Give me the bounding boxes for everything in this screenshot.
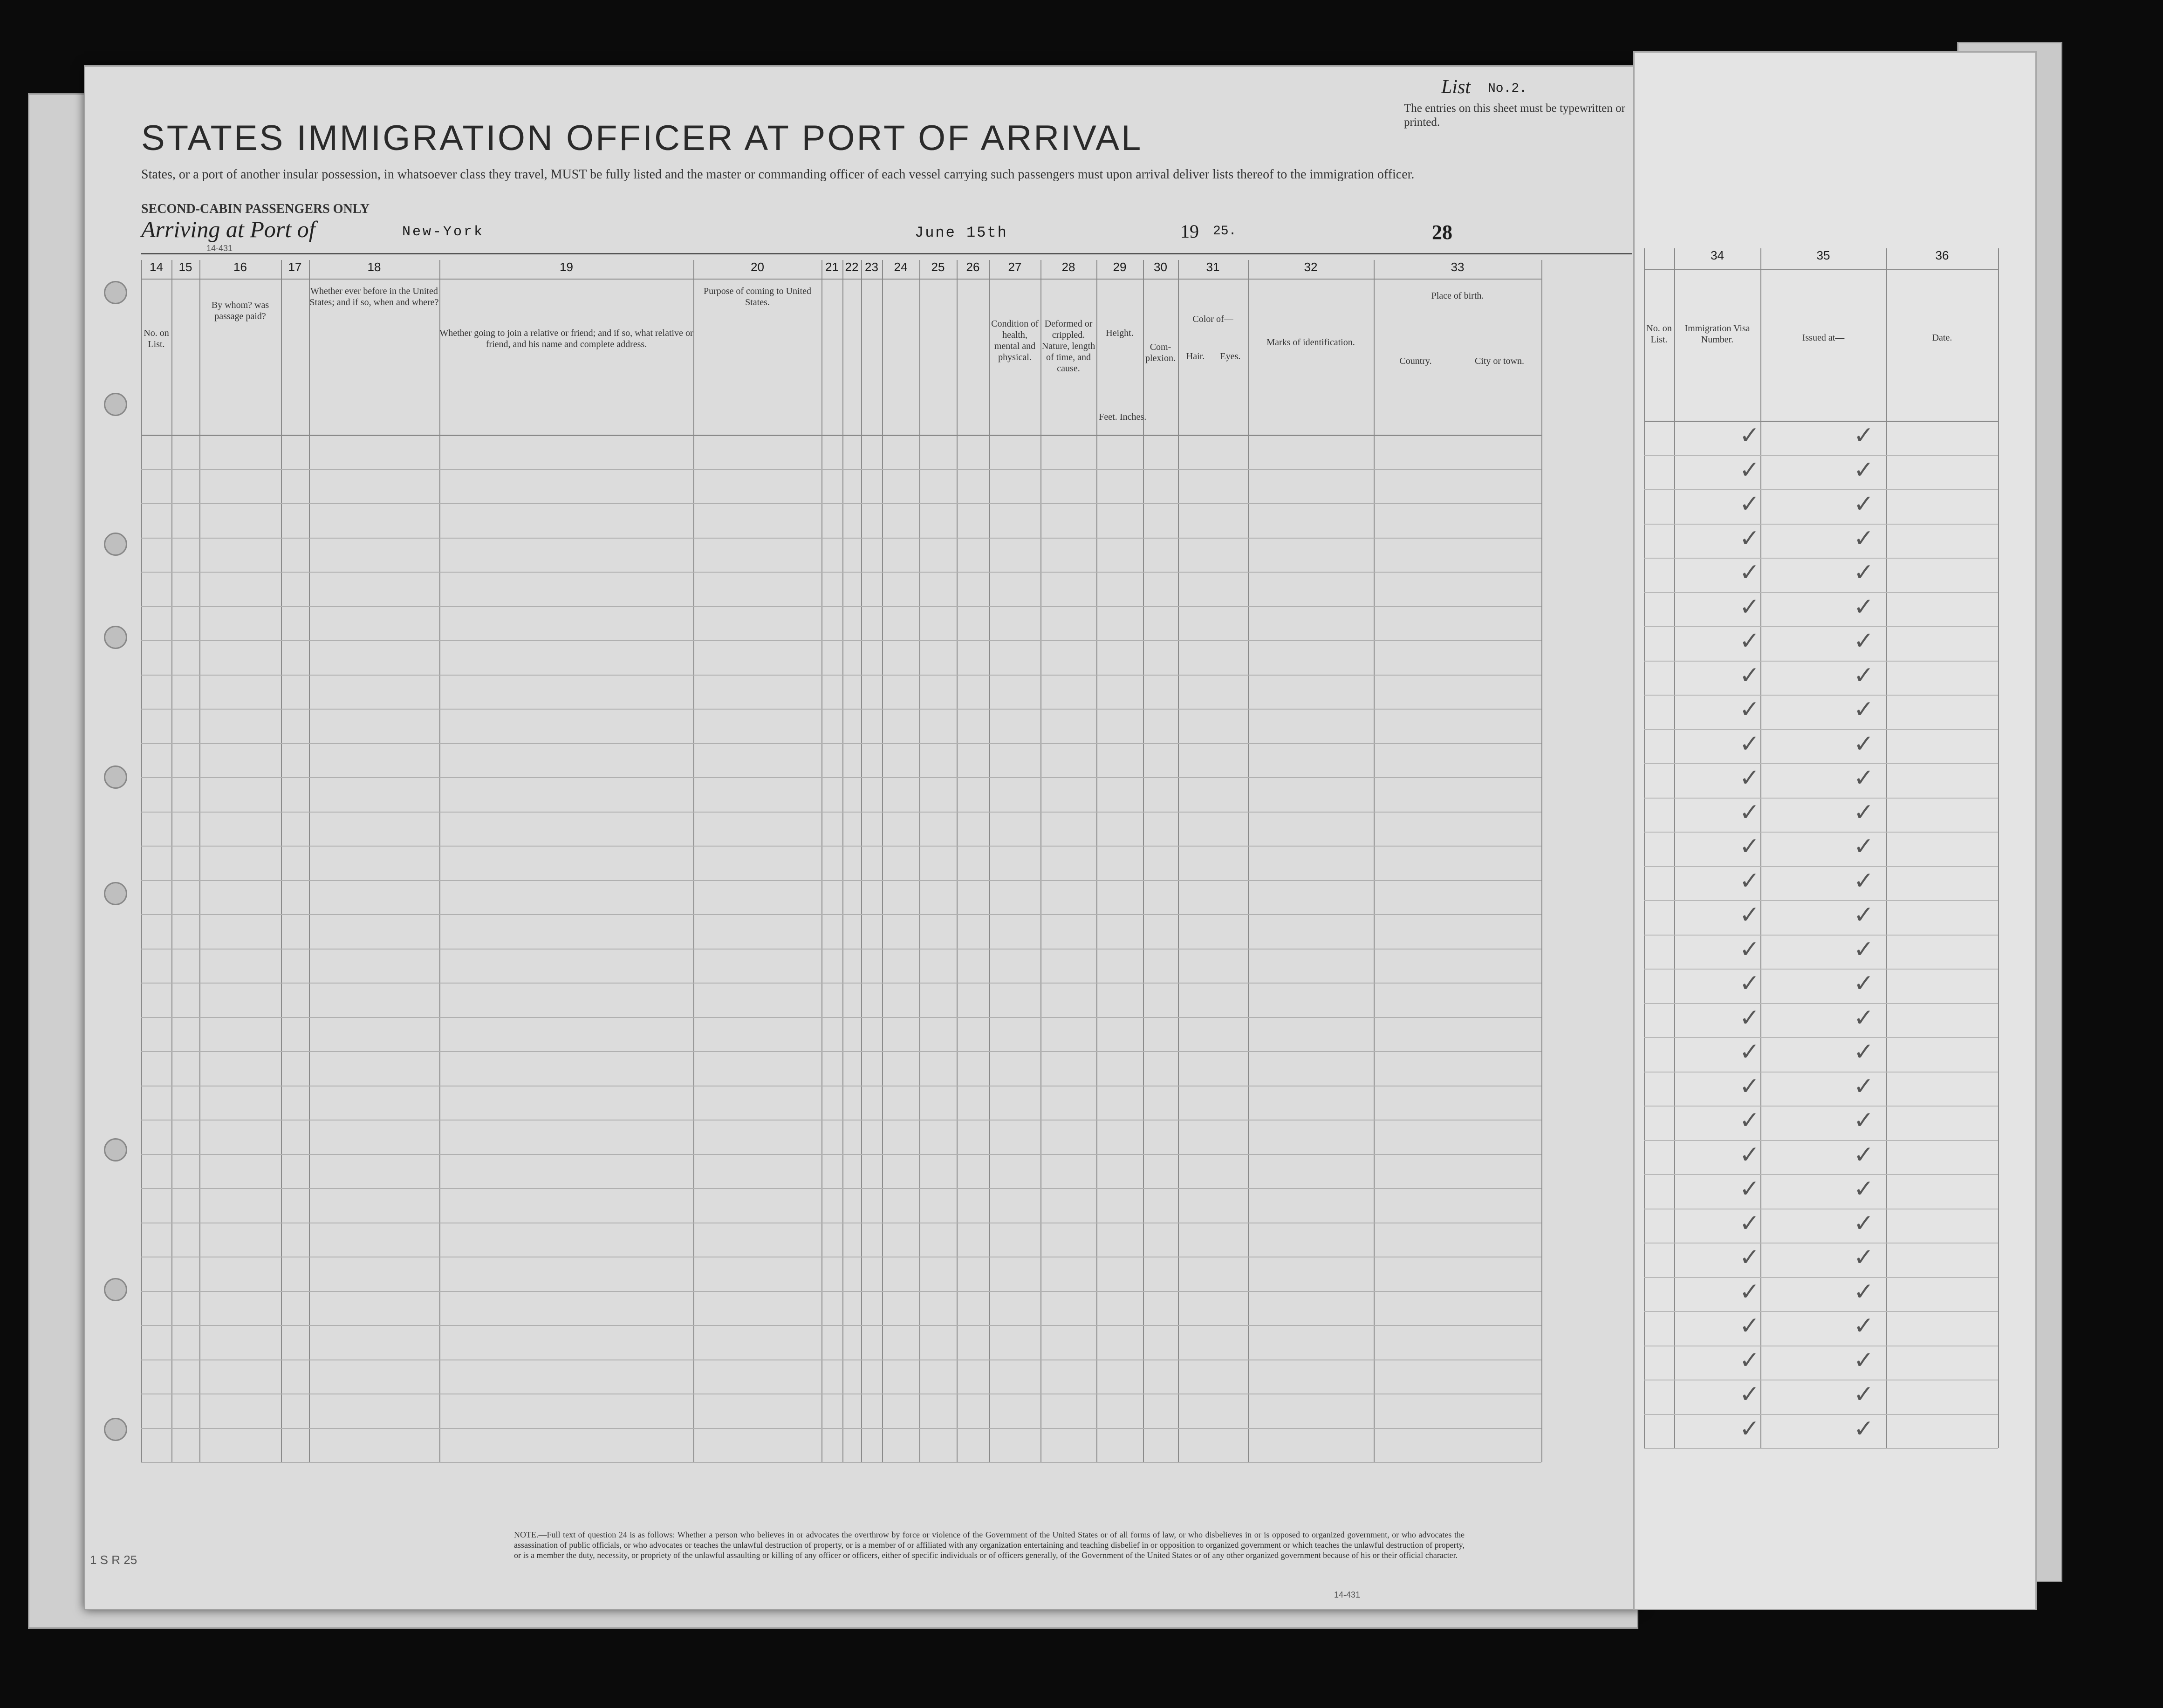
year-prefix: 19	[1180, 221, 1199, 242]
column-divider	[1143, 260, 1144, 1462]
row-divider	[1644, 626, 1998, 627]
check-mark: ✓	[1854, 593, 1874, 621]
row-divider	[1644, 489, 1998, 490]
binder-hole	[104, 393, 127, 416]
binder-hole	[104, 1138, 127, 1161]
column-number: 16	[233, 260, 247, 274]
column-header: Condition of health, mental and physical.	[991, 319, 1039, 362]
check-mark: ✓	[1739, 730, 1760, 758]
column-divider	[171, 260, 172, 1462]
check-mark: ✓	[1854, 661, 1874, 690]
check-mark: ✓	[1739, 627, 1760, 655]
check-mark: ✓	[1739, 935, 1760, 963]
column-header: Date.	[1932, 333, 1952, 343]
row-divider	[141, 949, 1541, 950]
column-number: 25	[931, 260, 945, 274]
row-divider	[141, 675, 1541, 676]
check-mark: ✓	[1854, 1414, 1874, 1443]
column-divider	[882, 260, 883, 1462]
column-header: No. on List.	[1646, 323, 1672, 345]
column-header: Issued at—	[1802, 333, 1845, 343]
binder-hole	[104, 626, 127, 649]
column-number: 29	[1113, 260, 1127, 274]
column-number: 35	[1816, 248, 1830, 262]
column-divider	[1040, 260, 1041, 1462]
check-mark: ✓	[1739, 1243, 1760, 1271]
row-divider	[1644, 1277, 1998, 1278]
column-number: 28	[1061, 260, 1075, 274]
row-divider	[1644, 900, 1998, 901]
column-header: Place of birth.	[1431, 291, 1484, 301]
row-divider	[1644, 935, 1998, 936]
row-divider	[141, 606, 1541, 607]
column-header: City or town.	[1474, 356, 1525, 366]
check-mark: ✓	[1739, 764, 1760, 792]
check-mark: ✓	[1854, 524, 1874, 553]
column-divider	[1096, 260, 1097, 1462]
column-header: No. on List.	[144, 328, 169, 349]
check-mark: ✓	[1854, 1175, 1874, 1203]
column-header: Hair.	[1186, 351, 1205, 362]
column-number: 14	[150, 260, 163, 274]
column-divider	[989, 260, 990, 1462]
check-mark: ✓	[1854, 1346, 1874, 1374]
row-divider	[141, 777, 1541, 778]
check-mark: ✓	[1854, 627, 1874, 655]
row-divider	[1644, 1140, 1998, 1141]
column-number: 32	[1304, 260, 1318, 274]
column-divider	[199, 260, 200, 1462]
row-divider	[1644, 1448, 1998, 1449]
column-number: 34	[1711, 248, 1724, 262]
check-mark: ✓	[1739, 593, 1760, 621]
row-divider	[1644, 558, 1998, 559]
column-number: 30	[1154, 260, 1167, 274]
header-rule	[141, 253, 1632, 254]
row-divider	[1644, 798, 1998, 799]
row-divider	[141, 1462, 1541, 1463]
check-mark: ✓	[1854, 1038, 1874, 1066]
check-mark: ✓	[1854, 559, 1874, 587]
check-mark: ✓	[1739, 1209, 1760, 1237]
column-number: 19	[560, 260, 573, 274]
header-divider	[141, 435, 1541, 436]
check-mark: ✓	[1739, 422, 1760, 450]
check-mark: ✓	[1854, 867, 1874, 895]
year-suffix: 25.	[1213, 224, 1237, 239]
check-mark: ✓	[1739, 1346, 1760, 1374]
column-divider	[141, 260, 142, 1462]
check-mark: ✓	[1739, 1107, 1760, 1134]
column-header: Color of—	[1192, 314, 1233, 324]
check-mark: ✓	[1739, 1004, 1760, 1032]
column-number: 31	[1206, 260, 1220, 274]
check-mark: ✓	[1739, 1278, 1760, 1306]
row-divider	[141, 812, 1541, 813]
check-mark: ✓	[1739, 524, 1760, 553]
row-divider	[1644, 1037, 1998, 1038]
check-mark: ✓	[1739, 490, 1760, 518]
row-divider	[1644, 1072, 1998, 1073]
check-mark: ✓	[1739, 1038, 1760, 1066]
typewritten-note: The entries on this sheet must be typewritten or printed.	[1404, 102, 1625, 129]
page-number: 28	[1432, 221, 1452, 244]
column-header: Marks of identification.	[1266, 337, 1355, 348]
check-mark: ✓	[1854, 970, 1874, 997]
binder-hole	[104, 281, 127, 304]
binder-hole	[104, 765, 127, 789]
column-divider	[1674, 248, 1675, 1448]
row-divider	[1644, 729, 1998, 730]
column-divider	[821, 260, 822, 1462]
arriving-label: Arriving at Port of	[141, 216, 315, 242]
row-divider	[1644, 695, 1998, 696]
binder-hole	[104, 882, 127, 905]
row-divider	[1644, 866, 1998, 867]
row-divider	[1644, 524, 1998, 525]
check-mark: ✓	[1739, 1414, 1760, 1443]
check-mark: ✓	[1854, 422, 1874, 450]
footnote: NOTE.—Full text of question 24 is as follows: Whether a person who believes in or advocates the overthrow by force or violence of the Government of the United States or of all forms of law, or who disbelieves in or is opposed to organized government, or who advocates the assassination of public officials, or who advocates or teaches the unlawful destruction of property, or is a member of or affiliated with any organization entertaining and teaching disbelief in or opposition to organized government or which teaches the unlawful destruction of property, or is a member the duty, necessity, or propriety of the unlawful assaulting or killing of any officer or officers, either of specific individuals or of officers generally, of the Government of the United States or of any other organized government because of his or their official character.	[514, 1530, 1465, 1560]
binder-hole	[104, 1278, 127, 1301]
column-divider	[842, 260, 843, 1462]
row-divider	[1644, 1414, 1998, 1415]
check-mark: ✓	[1854, 798, 1874, 827]
column-divider	[1644, 248, 1645, 1448]
row-divider	[141, 846, 1541, 847]
header-divider	[1644, 269, 1998, 270]
visa-sheet	[1633, 51, 2037, 1610]
row-divider	[1644, 1174, 1998, 1175]
manifest-sheet	[84, 65, 1643, 1610]
page-title: STATES IMMIGRATION OFFICER AT PORT OF ARRIVAL	[141, 118, 1143, 158]
row-divider	[1644, 832, 1998, 833]
check-mark: ✓	[1854, 730, 1874, 758]
row-divider	[1644, 1311, 1998, 1312]
check-mark: ✓	[1854, 1107, 1874, 1134]
column-number: 23	[865, 260, 878, 274]
column-divider	[281, 260, 282, 1462]
column-number: 20	[751, 260, 764, 274]
check-mark: ✓	[1739, 1175, 1760, 1203]
check-mark: ✓	[1739, 1141, 1760, 1169]
column-divider	[309, 260, 310, 1462]
row-divider	[1644, 1003, 1998, 1004]
column-divider	[957, 260, 958, 1462]
column-number: 15	[178, 260, 192, 274]
binder-hole	[104, 533, 127, 556]
column-header: Eyes.	[1220, 351, 1241, 362]
column-header: Purpose of coming to United States.	[703, 286, 812, 307]
row-divider	[141, 914, 1541, 915]
check-mark: ✓	[1739, 833, 1760, 861]
row-divider	[141, 1017, 1541, 1018]
column-header: Com-plexion.	[1145, 342, 1176, 363]
port-value: New-York	[402, 224, 485, 240]
list-number: No.2.	[1488, 82, 1527, 96]
arrival-date: June 15th	[915, 224, 1008, 241]
row-divider	[141, 1188, 1541, 1189]
header-divider	[141, 279, 1541, 280]
header-note: States, or a port of another insular possession, in whatsoever class they travel, MUST be fully listed and the master or commanding officer of each vessel carrying such passengers must upon arrival deliver lists thereof to the immigration officer.	[141, 167, 1415, 182]
column-divider	[1374, 260, 1375, 1462]
check-mark: ✓	[1854, 1312, 1874, 1340]
check-mark: ✓	[1854, 833, 1874, 861]
check-mark: ✓	[1854, 1243, 1874, 1271]
row-divider	[141, 640, 1541, 641]
check-mark: ✓	[1739, 1380, 1760, 1408]
header-divider	[1644, 421, 1998, 422]
row-divider	[141, 503, 1541, 504]
column-number: 21	[825, 260, 839, 274]
column-header: Inches.	[1120, 412, 1147, 422]
row-divider	[141, 1051, 1541, 1052]
footer-form-number: 14-431	[1334, 1590, 1361, 1599]
row-divider	[141, 709, 1541, 710]
check-mark: ✓	[1854, 901, 1874, 929]
check-mark: ✓	[1854, 456, 1874, 484]
row-divider	[141, 1291, 1541, 1292]
row-divider	[141, 572, 1541, 573]
column-number: 18	[367, 260, 381, 274]
row-divider	[1644, 455, 1998, 456]
row-divider	[141, 538, 1541, 539]
check-mark: ✓	[1854, 764, 1874, 792]
column-header: Feet.	[1099, 412, 1117, 422]
check-mark: ✓	[1854, 1004, 1874, 1032]
row-divider	[141, 983, 1541, 984]
form-number: 14-431	[206, 244, 233, 253]
row-divider	[1644, 763, 1998, 764]
row-divider	[1644, 969, 1998, 970]
column-header: Whether going to join a relative or friend; and if so, what relative or friend, and his name and complete address.	[439, 328, 693, 349]
column-divider	[1760, 248, 1761, 1448]
column-header: Immigration Visa Number.	[1684, 323, 1750, 345]
check-mark: ✓	[1739, 798, 1760, 827]
column-divider	[861, 260, 862, 1462]
check-mark: ✓	[1739, 867, 1760, 895]
column-header: Deformed or crippled. Nature, length of time, and cause.	[1041, 319, 1095, 374]
check-mark: ✓	[1739, 1312, 1760, 1340]
row-divider	[141, 880, 1541, 881]
check-mark: ✓	[1739, 696, 1760, 724]
column-divider	[1178, 260, 1179, 1462]
check-mark: ✓	[1739, 970, 1760, 997]
check-mark: ✓	[1854, 1141, 1874, 1169]
check-mark: ✓	[1854, 1380, 1874, 1408]
column-number: 17	[288, 260, 302, 274]
check-mark: ✓	[1854, 1072, 1874, 1100]
column-header: Country.	[1399, 356, 1432, 366]
column-divider	[1886, 248, 1887, 1448]
class-note: SECOND-CABIN PASSENGERS ONLY	[141, 202, 370, 216]
column-number: 36	[1935, 248, 1949, 262]
check-mark: ✓	[1739, 1072, 1760, 1100]
check-mark: ✓	[1854, 935, 1874, 963]
row-divider	[1644, 1106, 1998, 1107]
column-divider	[919, 260, 920, 1462]
check-mark: ✓	[1854, 490, 1874, 518]
column-number: 22	[845, 260, 859, 274]
check-mark: ✓	[1739, 559, 1760, 587]
row-divider	[141, 743, 1541, 744]
check-mark: ✓	[1854, 1278, 1874, 1306]
row-divider	[141, 469, 1541, 470]
column-header: By whom? was passage paid?	[211, 300, 269, 321]
row-divider	[141, 1325, 1541, 1326]
column-number: 27	[1008, 260, 1022, 274]
column-header: Whether ever before in the United States; and if so, when and where?	[309, 286, 439, 307]
margin-stamp: 1 S R 25	[90, 1553, 137, 1567]
row-divider	[141, 1428, 1541, 1429]
row-divider	[141, 1154, 1541, 1155]
column-divider	[1541, 260, 1542, 1462]
check-mark: ✓	[1739, 456, 1760, 484]
column-number: 26	[966, 260, 980, 274]
check-mark: ✓	[1739, 661, 1760, 690]
check-mark: ✓	[1854, 696, 1874, 724]
column-number: 33	[1451, 260, 1465, 274]
column-header: Height.	[1106, 328, 1134, 338]
column-divider	[439, 260, 440, 1462]
check-mark: ✓	[1854, 1209, 1874, 1237]
column-divider	[1248, 260, 1249, 1462]
check-mark: ✓	[1739, 901, 1760, 929]
column-divider	[693, 260, 694, 1462]
column-divider	[1998, 248, 1999, 1448]
column-number: 24	[894, 260, 908, 274]
row-divider	[1644, 661, 1998, 662]
row-divider	[1644, 592, 1998, 593]
binder-hole	[104, 1418, 127, 1441]
list-label: List	[1441, 76, 1471, 98]
